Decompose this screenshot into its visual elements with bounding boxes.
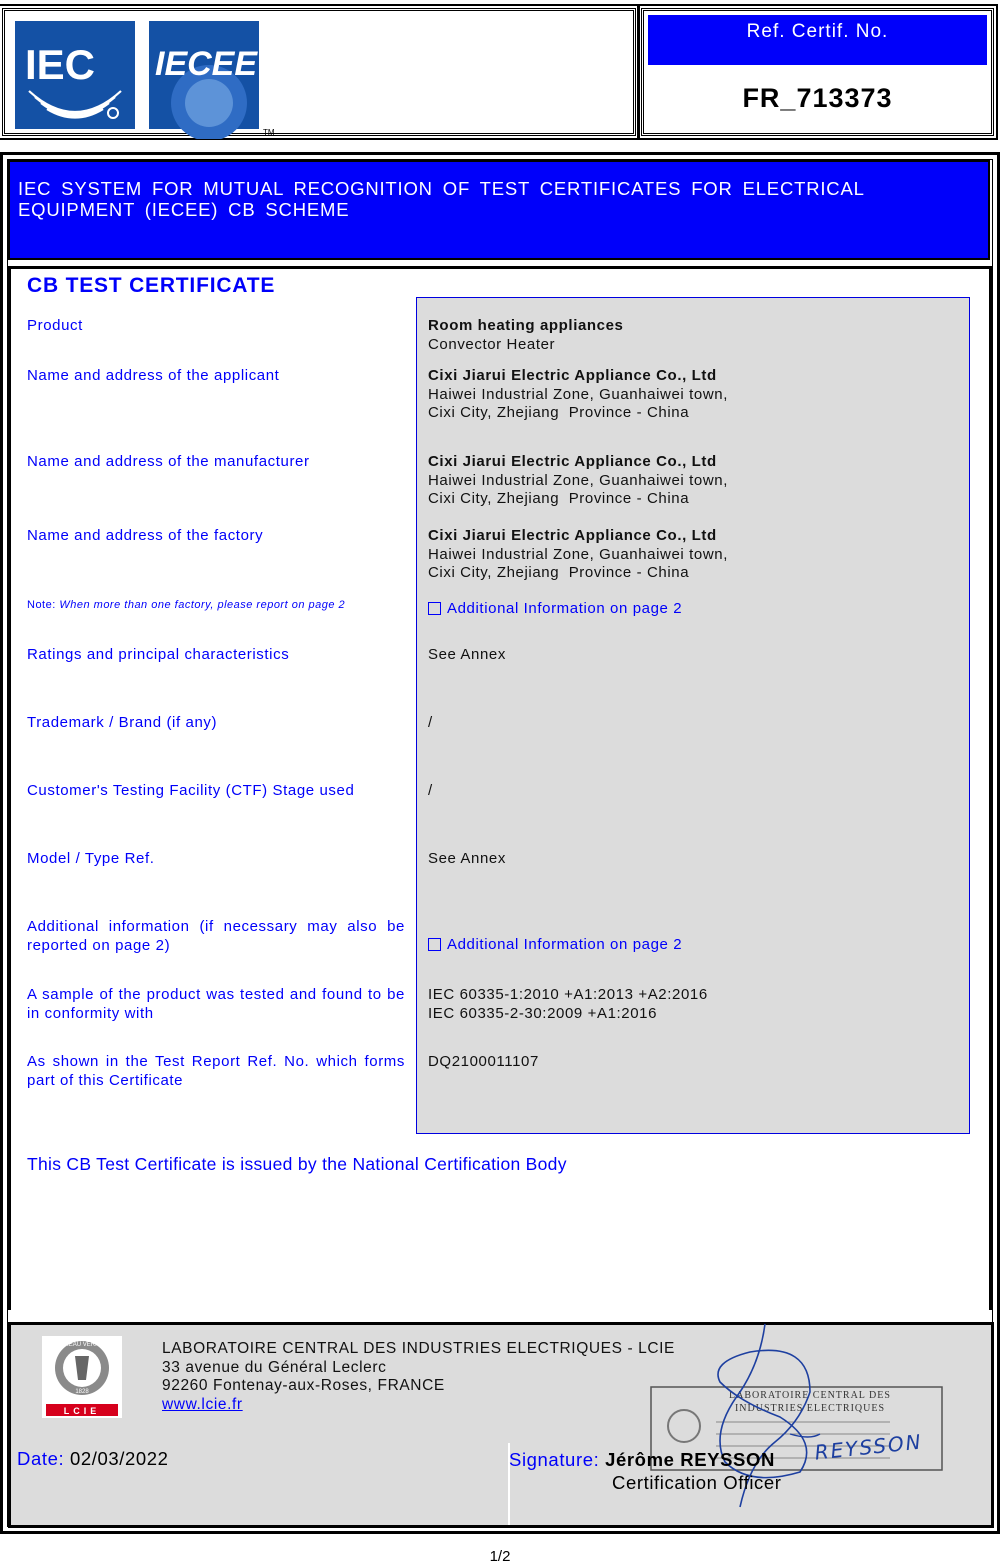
lab-website-link[interactable]: www.lcie.fr [162,1395,243,1413]
date-label: Date: [17,1448,65,1469]
report-number: DQ2100011107 [428,1053,539,1070]
iec-logo [15,21,135,129]
applicant-name: Cixi Jiarui Electric Appliance Co., Ltd [428,367,717,384]
logo-panel [2,8,636,136]
iecee-logo-text: IECEE [155,45,258,83]
trademark-value: / [428,714,433,731]
lcie-logo [42,1336,122,1418]
ratings-label: Ratings and principal characteristics [27,646,290,663]
ref-number: FR_713373 [648,65,987,129]
certificate-header [0,6,1000,140]
lcie-logo-text: LCIE [63,1406,101,1416]
applicant-address-1: Haiwei Industrial Zone, Guanhaiwei town, [428,385,728,403]
ctf-label: Customer's Testing Facility (CTF) Stage used [27,782,355,799]
signatory-role: Certification Officer [612,1472,782,1493]
page-number: 1/2 [489,1548,511,1565]
model-label: Model / Type Ref. [27,850,155,867]
manufacturer-name: Cixi Jiarui Electric Appliance Co., Ltd [428,453,717,470]
product-value [428,317,958,354]
manufacturer-address-2: Cixi City, Zhejiang Province - China [428,490,690,507]
additional-info-label-1: Additional Information on page 2 [447,600,683,617]
stamp-line-2: INDUSTRIES ELECTRIQUES [734,1403,886,1414]
lab-city: 92260 Fontenay-aux-Roses, FRANCE [162,1377,445,1394]
signatory-name: Jérôme REYSSON [605,1449,775,1470]
applicant-label: Name and address of the applicant [27,367,280,384]
manufacturer-value [428,453,958,509]
scheme-banner: IEC SYSTEM FOR MUTUAL RECOGNITION OF TEST CERTIFICATES FOR ELECTRICAL EQUIPMENT (IECEE) CB SCHEME [8,160,990,260]
standard-2: IEC 60335-2-30:2009 +A1:2016 [428,1004,658,1022]
report-label: As shown in the Test Report Ref. No. which forms part of this Certificate [27,1053,405,1089]
product-category: Room heating appliances [428,317,624,334]
ratings-value: See Annex [428,646,506,663]
iecee-logo [149,21,279,139]
reference-box [641,8,994,136]
signature-label: Signature: [509,1449,600,1470]
signature-block [509,1448,782,1494]
ref-label: Ref. Certif. No. [648,15,987,65]
date-value: 02/03/2022 [69,1448,169,1469]
issue-date [17,1448,169,1470]
additional-info-label-2: Additional Information on page 2 [447,936,683,953]
iec-logo-text: IEC [25,41,96,88]
additional-info-checkbox-2[interactable] [428,938,441,951]
applicant-address-2: Cixi City, Zhejiang Province - China [428,404,690,421]
trademark-label: Trademark / Brand (if any) [27,714,218,731]
lab-street: 33 avenue du Général Leclerc [162,1358,387,1376]
additional-info-value [428,936,958,955]
signature-scrawl-text: REYSSON [813,1429,924,1465]
product-name: Convector Heater [428,335,556,353]
standard-1: IEC 60335-1:2010 +A1:2013 +A2:2016 [428,986,708,1003]
lcie-logo-year: 1828 [75,1389,89,1395]
note-prefix: Note: [27,599,56,611]
conformity-label: A sample of the product was tested and found to be in conformity with [27,986,405,1022]
manufacturer-address-1: Haiwei Industrial Zone, Guanhaiwei town, [428,471,728,489]
applicant-value [428,367,958,423]
product-label: Product [27,317,83,334]
lcie-seal-text: BUREAU VERITAS [56,1342,108,1348]
svg-text:TM: TM [263,128,275,137]
factory-note [27,599,345,611]
factory-label: Name and address of the factory [27,527,264,544]
factory-name: Cixi Jiarui Electric Appliance Co., Ltd [428,527,717,544]
manufacturer-label: Name and address of the manufacturer [27,453,310,470]
model-value: See Annex [428,850,506,867]
lab-name: LABORATOIRE CENTRAL DES INDUSTRIES ELECTRIQUES - LCIE [162,1340,675,1357]
factory-address-1: Haiwei Industrial Zone, Guanhaiwei town, [428,545,728,563]
lab-address [162,1340,675,1414]
conformity-value [428,986,958,1023]
issued-by-statement: This CB Test Certificate is issued by the National Certification Body [27,1154,567,1174]
factory-address-2: Cixi City, Zhejiang Province - China [428,564,690,581]
note-additional-info [428,600,958,619]
certificate-title: CB TEST CERTIFICATE [27,274,276,297]
note-text: When more than one factory, please report on page 2 [59,599,346,611]
factory-value [428,527,958,583]
additional-info-label: Additional information (if necessary may also be reported on page 2) [27,918,405,954]
stamp-line-1: LABORATOIRE CENTRAL DES [729,1390,891,1401]
additional-info-checkbox-1[interactable] [428,602,441,615]
ctf-value: / [428,782,433,799]
